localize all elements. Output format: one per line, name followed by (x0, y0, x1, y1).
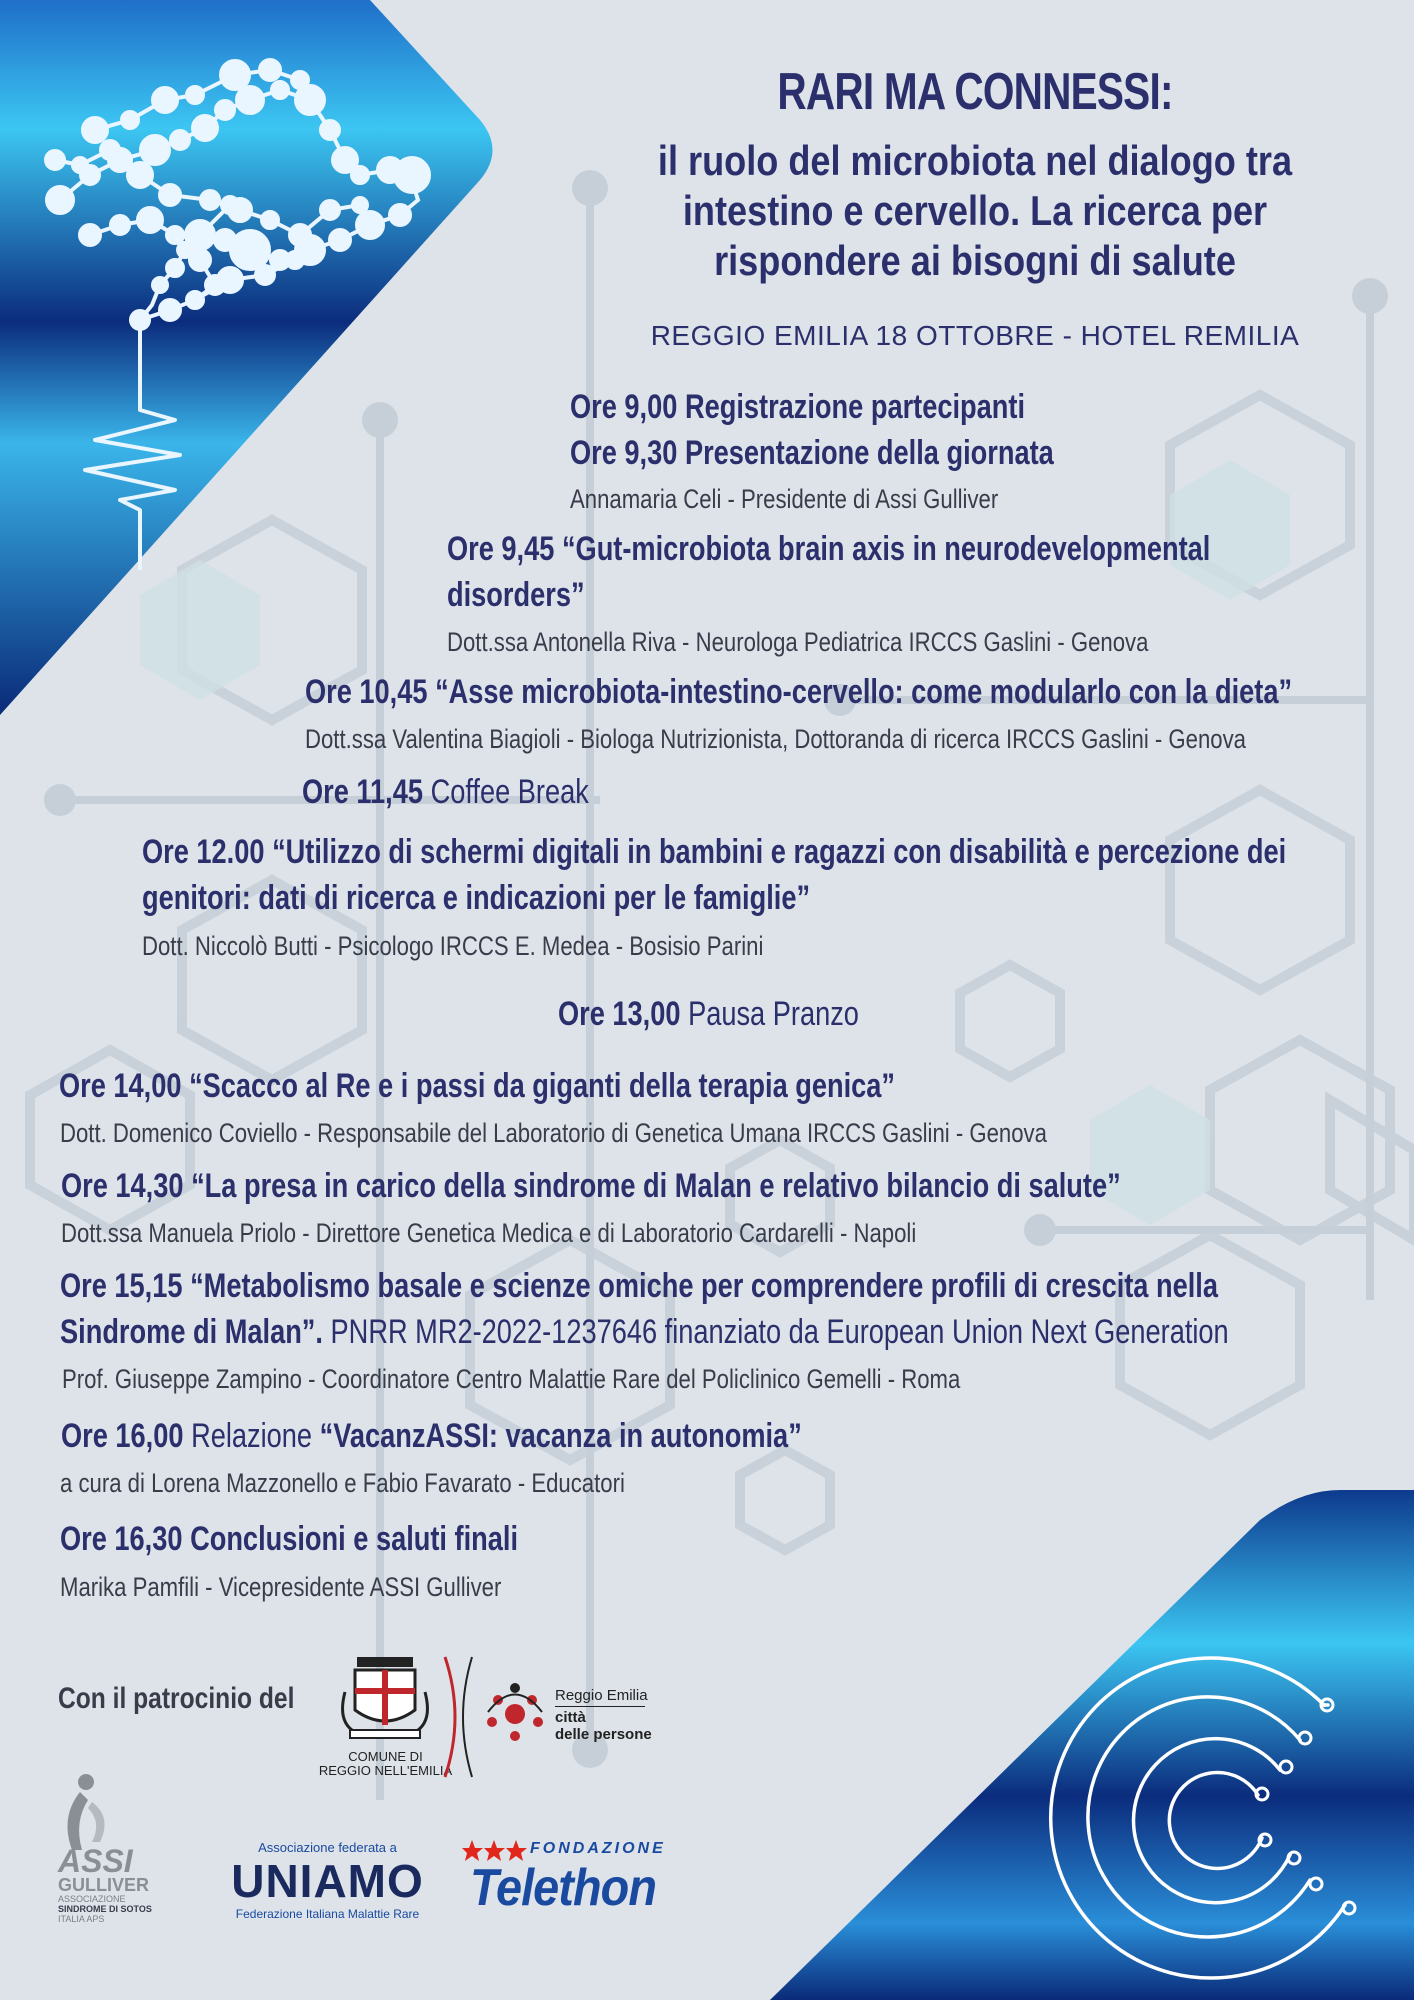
subtitle-line: intestino e cervello. La ricerca per (682, 187, 1268, 234)
assi-gulliver-figure-icon (52, 1772, 122, 1852)
speaker: Dott.ssa Valentina Biagioli - Biologa Nutrizionista, Dottoranda di ricerca IRCCS Gaslini - Genova (305, 724, 1246, 754)
program-item-talk-3: Ore 12.00 “Utilizzo di schermi digitali in bambini e ragazzi con disabilità e percezione dei (142, 833, 1287, 871)
program-item-talk-2: Ore 10,45 “Asse microbiota-intestino-cervello: come modularlo con la dieta” (305, 673, 1293, 711)
speaker: Annamaria Celi - Presidente di Assi Gulliver (570, 484, 999, 514)
program-item-talk-1-cont: disorders” (447, 576, 585, 614)
logo-divider (555, 1706, 645, 1707)
program-item-coffee-break: Ore 11,45 Coffee Break (302, 773, 589, 811)
patronage-label: Con il patrocinio del (58, 1682, 295, 1715)
program-item-presentation: Ore 9,30 Presentazione della giornata (570, 434, 1054, 472)
program-item-talk-6: Ore 15,15 “Metabolismo basale e scienze omiche per comprendere profili di crescita nella (60, 1267, 1218, 1305)
telethon-foundation-label: FONDAZIONE (530, 1840, 666, 1857)
speaker: Marika Pamfili - Vicepresidente ASSI Gulliver (60, 1572, 502, 1602)
subtitle-line: il ruolo del microbiota nel dialogo tra (657, 137, 1293, 184)
reggio-emilia-logo: Reggio Emilia città delle persone (555, 1687, 652, 1743)
speaker: Dott. Niccolò Butti - Psicologo IRCCS E. Medea - Bosisio Parini (142, 931, 764, 961)
page-subtitle (653, 136, 1298, 286)
speaker: Prof. Giuseppe Zampino - Coordinatore Centro Malattie Rare del Policlinico Gemelli - Roma (62, 1364, 961, 1394)
reggio-emilia-people-icon (478, 1672, 553, 1752)
program-item-talk-4: Ore 14,00 “Scacco al Re e i passi da giganti della terapia genica” (59, 1067, 896, 1105)
divider-brackets-icon (440, 1652, 480, 1782)
page-title: RARI MA CONNESSI: (777, 63, 1173, 121)
program-item-registration: Ore 9,00 Registrazione partecipanti (570, 388, 1026, 426)
program-item-talk-5: Ore 14,30 “La presa in carico della sindrome di Malan e relativo bilancio di salute” (61, 1167, 1121, 1205)
subtitle-line: rispondere ai bisogni di salute (714, 237, 1236, 284)
program-item-talk-1: Ore 9,45 “Gut-microbiota brain axis in neurodevelopmental (447, 530, 1211, 568)
comune-reggio-logo: COMUNE DI REGGIO NELL'EMILIA (318, 1749, 453, 1778)
assi-gulliver-logo: ASSI GULLIVER ASSOCIAZIONE SINDROME DI SOTOS ITALIA APS (58, 1843, 152, 1924)
program-item-talk-3-cont: genitori: dati di ricerca e indicazioni per le famiglie” (142, 879, 811, 917)
speaker: a cura di Lorena Mazzonello e Fabio Favarato - Educatori (60, 1468, 625, 1498)
program-item-talk-6-cont: Sindrome di Malan”. PNRR MR2-2022-1237646 finanziato da European Union Next Generation (60, 1313, 1229, 1351)
event-place-date: REGGIO EMILIA 18 OTTOBRE - HOTEL REMILIA (650, 320, 1300, 351)
program-item-closing: Ore 16,30 Conclusioni e saluti finali (60, 1520, 519, 1558)
program-item-lunch: Ore 13,00 Pausa Pranzo (558, 995, 859, 1033)
program-item-talk-7: Ore 16,00 Relazione “VacanzASSI: vacanza in autonomia” (61, 1417, 802, 1455)
speaker: Dott.ssa Antonella Riva - Neurologa Pediatrica IRCCS Gaslini - Genova (447, 627, 1149, 657)
speaker: Dott.ssa Manuela Priolo - Direttore Genetica Medica e di Laboratorio Cardarelli - Napoli (61, 1218, 917, 1248)
speaker: Dott. Domenico Coviello - Responsabile del Laboratorio di Genetica Umana IRCCS Gaslini - Genova (60, 1118, 1047, 1148)
comune-reggio-crest-icon (335, 1652, 435, 1747)
uniamo-logo: Associazione federata a UNIAMO Federazione Italiana Malattie Rare (231, 1840, 424, 1921)
telethon-logo: Telethon (470, 1859, 657, 1917)
